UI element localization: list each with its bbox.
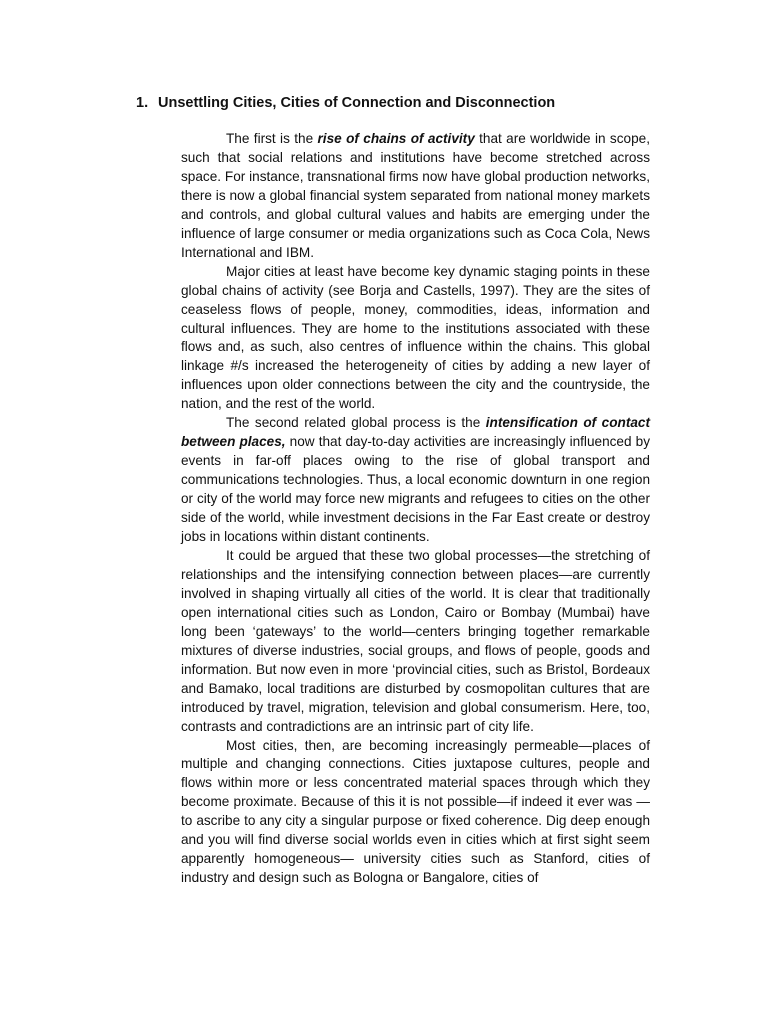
paragraph-text: now that day-to-day activities are increasingly influenced by events in far-off places owing to the rise of global transport and communications technologies. Thus, a local economic downturn in one region or city of the world may force new migrants and refugees to cities on the other side of the world, while investment decisions in the Far East create or destroy jobs in locations within distant continents. bbox=[181, 434, 650, 545]
section-heading bbox=[136, 94, 555, 112]
paragraph-chains-of-activity bbox=[181, 130, 650, 263]
paragraph-text: Major cities at least have become key dynamic staging points in these global chains of activity (see Borja and Castells, 1997). They are the sites of ceaseless flows of people, money, commodities, ideas, information and cultural influences. They are home to the institutions associated with these flows and, as such, also centres of influence within the chains. This global linkage #/s increased the heterogeneity of cities by adding a new layer of influences upon older connections between the city and the countryside, the nation, and the rest of the world. bbox=[181, 263, 650, 412]
paragraph-major-cities bbox=[181, 263, 650, 415]
paragraph-text: that are worldwide in scope, such that social relations and institutions have become stretched across space. For instance, transnational firms now have global production networks, there is now a global financial system separated from national money markets and controls, and global cultural values and habits are emerging under the influence of large consumer or media organizations such as Coca Cola, News International and IBM. bbox=[181, 131, 650, 260]
paragraph-intensification bbox=[181, 414, 650, 547]
paragraph-text: Most cities, then, are becoming increasingly permeable—places of multiple and changing connections. Cities juxtapose cultures, people and flows within more or less concentrated material spaces through which they become proximate. Because of this it is not possible—if indeed it ever was —to ascribe to any city a singular purpose or fixed coherence. Dig deep enough and you will find diverse social worlds even in cities which at first sight seem apparently homogeneous— university cities such as Stanford, cities of industry and design such as Bologna or Bangalore, cities of bbox=[181, 737, 650, 886]
section-number: 1. bbox=[136, 95, 149, 111]
section-title: Unsettling Cities, Cities of Connection and Disconnection bbox=[158, 95, 556, 111]
emphasis-term: intensification of contact between places, bbox=[181, 415, 650, 450]
emphasis-term: rise of chains of activity bbox=[317, 131, 475, 146]
paragraph-text: The first is the bbox=[226, 131, 318, 146]
paragraph-permeable-cities bbox=[181, 737, 650, 889]
paragraph-text: The second related global process is the bbox=[226, 415, 486, 431]
paragraph-global-processes bbox=[181, 547, 650, 737]
paragraph-text: It could be argued that these two global processes—the stretching of relationships and the intensifying connection between places—are currently involved in shaping virtually all cities of the world. It is clear that traditionally open international cities such as London, Cairo or Bombay (Mumbai) have long been ‘gateways’ to the world—centers bringing together remarkable mixtures of diverse industries, social groups, and flows of people, goods and information. But now even in more ‘provincial cities, such as Bristol, Bordeaux and Bamako, local traditions are disturbed by cosmopolitan cultures that are introduced by travel, migration, television and global consumerism. Here, too, contrasts and contradictions are an intrinsic part of city life. bbox=[181, 547, 650, 734]
body-text bbox=[181, 130, 650, 888]
